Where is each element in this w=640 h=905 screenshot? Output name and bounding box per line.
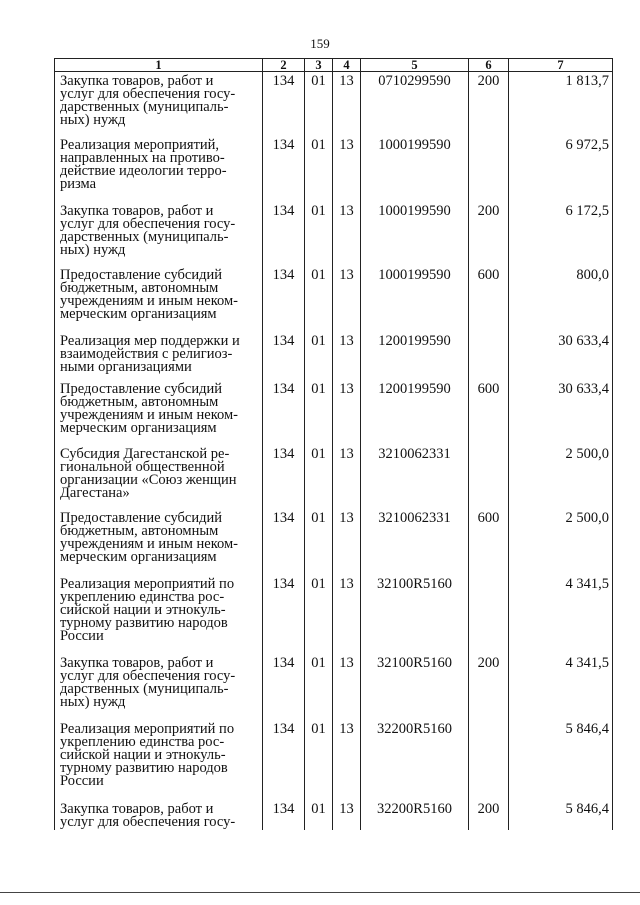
- row-subsection: 13: [333, 136, 361, 202]
- row-name-line: взаимодействия с религиоз-: [60, 345, 233, 362]
- row-expense-type: [469, 445, 509, 509]
- row-name-line: Реализация мер поддержки и: [60, 332, 240, 349]
- row-amount: 2 500,0: [509, 445, 613, 509]
- row-name: [55, 509, 263, 575]
- row-name-line: Субсидия Дагестанской ре-: [60, 445, 230, 462]
- row-gov-code: 134: [263, 72, 305, 136]
- row-subsection: 13: [333, 654, 361, 720]
- header-col-3: 3: [305, 59, 333, 72]
- row-name: [55, 654, 263, 720]
- row-name: [55, 266, 263, 332]
- row-name-line: услуг для обеспечения госу-: [60, 86, 236, 102]
- row-section: 01: [305, 800, 333, 830]
- row-subsection: 13: [333, 72, 361, 136]
- row-amount: 30 633,4: [509, 332, 613, 380]
- row-target-code: 1000199590: [361, 202, 469, 266]
- row-gov-code: 134: [263, 654, 305, 720]
- table-row: [55, 72, 613, 136]
- row-target-code: 32100R5160: [361, 575, 469, 654]
- row-expense-type: 200: [469, 72, 509, 136]
- row-name-line: ными организациями: [60, 358, 192, 375]
- row-name-line: ных) нужд: [60, 693, 126, 710]
- row-name-line: турному развитию народов: [60, 614, 228, 631]
- table-row: [55, 509, 613, 575]
- row-name: [55, 72, 263, 136]
- row-subsection: 13: [333, 720, 361, 800]
- row-subsection: 13: [333, 800, 361, 830]
- row-name: [55, 800, 263, 830]
- row-name: [55, 202, 263, 266]
- header-row: [55, 59, 613, 72]
- row-gov-code: 134: [263, 509, 305, 575]
- row-expense-type: 600: [469, 380, 509, 445]
- row-section: 01: [305, 380, 333, 445]
- row-target-code: 0710299590: [361, 72, 469, 136]
- row-expense-type: 600: [469, 509, 509, 575]
- row-expense-type: 200: [469, 202, 509, 266]
- row-subsection: 13: [333, 332, 361, 380]
- row-amount: 2 500,0: [509, 509, 613, 575]
- row-amount: 5 846,4: [509, 720, 613, 800]
- row-subsection: 13: [333, 380, 361, 445]
- row-name-line: бюджетным, автономным: [60, 279, 219, 296]
- page-number: 159: [310, 36, 330, 51]
- row-section: 01: [305, 575, 333, 654]
- row-name-line: Закупка товаров, работ и: [60, 800, 214, 817]
- row-name: [55, 380, 263, 445]
- row-amount: 6 172,5: [509, 202, 613, 266]
- row-section: 01: [305, 445, 333, 509]
- header-col-2: 2: [263, 59, 305, 72]
- budget-table: [54, 58, 613, 830]
- row-name-line: мерческим организациям: [60, 548, 217, 565]
- table-row: [55, 332, 613, 380]
- row-name-line: гиональной общественной: [60, 458, 225, 475]
- row-name: [55, 445, 263, 509]
- row-section: 01: [305, 720, 333, 800]
- row-expense-type: [469, 136, 509, 202]
- row-name-line: ных) нужд: [60, 241, 126, 258]
- table-row: [55, 445, 613, 509]
- row-name-line: услуг для обеспечения госу-: [60, 813, 236, 830]
- row-name-line: сийской нации и этнокуль-: [60, 746, 226, 763]
- row-expense-type: [469, 332, 509, 380]
- row-section: 01: [305, 266, 333, 332]
- row-name-line: дарственных (муниципаль-: [60, 99, 229, 115]
- row-target-code: 32200R5160: [361, 720, 469, 800]
- row-expense-type: [469, 720, 509, 800]
- table-row: [55, 720, 613, 800]
- row-expense-type: 200: [469, 800, 509, 830]
- row-section: 01: [305, 72, 333, 136]
- row-name: [55, 575, 263, 654]
- row-name-line: Предоставление субсидий: [60, 266, 223, 283]
- header-col-4: 4: [333, 59, 361, 72]
- row-subsection: 13: [333, 202, 361, 266]
- row-subsection: 13: [333, 445, 361, 509]
- row-subsection: 13: [333, 575, 361, 654]
- table-body: [55, 72, 613, 830]
- row-target-code: 32100R5160: [361, 654, 469, 720]
- row-subsection: 13: [333, 509, 361, 575]
- row-name-line: бюджетным, автономным: [60, 522, 219, 539]
- table-row: [55, 380, 613, 445]
- row-name-line: учреждениям и иным неком-: [60, 292, 238, 309]
- row-target-code: 1200199590: [361, 380, 469, 445]
- row-name: [55, 720, 263, 800]
- row-section: 01: [305, 654, 333, 720]
- row-target-code: 3210062331: [361, 445, 469, 509]
- row-name-line: мерческим организациям: [60, 419, 217, 436]
- row-target-code: 32200R5160: [361, 800, 469, 830]
- row-section: 01: [305, 509, 333, 575]
- row-amount: 800,0: [509, 266, 613, 332]
- row-name-line: Дагестана»: [60, 484, 130, 501]
- row-name-line: мерческим организациям: [60, 305, 217, 322]
- row-target-code: 1200199590: [361, 332, 469, 380]
- header-col-1: 1: [55, 59, 263, 72]
- row-name-line: учреждениям и иным неком-: [60, 406, 238, 423]
- row-gov-code: 134: [263, 266, 305, 332]
- row-name-line: России: [60, 627, 104, 644]
- row-gov-code: 134: [263, 380, 305, 445]
- row-gov-code: 134: [263, 445, 305, 509]
- row-gov-code: 134: [263, 575, 305, 654]
- row-amount: 4 341,5: [509, 575, 613, 654]
- row-amount: 6 972,5: [509, 136, 613, 202]
- row-name-line: Закупка товаров, работ и: [60, 202, 214, 219]
- row-section: 01: [305, 332, 333, 380]
- row-name-line: ных) нужд: [60, 112, 126, 128]
- table-row: [55, 202, 613, 266]
- bottom-rule: [0, 892, 640, 893]
- row-target-code: 1000199590: [361, 136, 469, 202]
- row-expense-type: [469, 575, 509, 654]
- row-section: 01: [305, 202, 333, 266]
- row-name-line: ризма: [60, 175, 97, 192]
- row-name-line: России: [60, 772, 104, 789]
- row-name-line: учреждениям и иным неком-: [60, 535, 238, 552]
- row-name-line: организации «Союз женщин: [60, 471, 237, 488]
- row-amount: 1 813,7: [509, 72, 613, 136]
- row-name-line: услуг для обеспечения госу-: [60, 667, 236, 684]
- row-name-line: действие идеологии терро-: [60, 162, 227, 179]
- row-name-line: Закупка товаров, работ и: [60, 654, 214, 671]
- row-name-line: укреплению единства рос-: [60, 733, 225, 750]
- row-name-line: Предоставление субсидий: [60, 509, 223, 526]
- table-row: [55, 136, 613, 202]
- row-name: [55, 332, 263, 380]
- header-col-7: 7: [509, 59, 613, 72]
- row-name-line: дарственных (муниципаль-: [60, 680, 229, 697]
- row-name-line: бюджетным, автономным: [60, 393, 219, 410]
- row-expense-type: 200: [469, 654, 509, 720]
- row-name-line: укреплению единства рос-: [60, 588, 225, 605]
- row-target-code: 3210062331: [361, 509, 469, 575]
- row-name-line: Реализация мероприятий по: [60, 720, 235, 737]
- row-name-line: турному развитию народов: [60, 759, 228, 776]
- row-amount: 30 633,4: [509, 380, 613, 445]
- row-gov-code: 134: [263, 800, 305, 830]
- header-col-5: 5: [361, 59, 469, 72]
- header-col-6: 6: [469, 59, 509, 72]
- table-row: [55, 654, 613, 720]
- row-name-line: Закупка товаров, работ и: [60, 73, 214, 89]
- row-gov-code: 134: [263, 720, 305, 800]
- row-name-line: сийской нации и этнокуль-: [60, 601, 226, 618]
- row-name-line: дарственных (муниципаль-: [60, 228, 229, 245]
- row-expense-type: 600: [469, 266, 509, 332]
- row-name-line: Реализация мероприятий по: [60, 575, 235, 592]
- row-amount: 4 341,5: [509, 654, 613, 720]
- table-row: [55, 575, 613, 654]
- table-row: [55, 800, 613, 830]
- row-name-line: направленных на противо-: [60, 149, 225, 166]
- row-section: 01: [305, 136, 333, 202]
- row-name: [55, 136, 263, 202]
- row-amount: 5 846,4: [509, 800, 613, 830]
- row-name-line: Реализация мероприятий,: [60, 136, 220, 153]
- row-name-line: Предоставление субсидий: [60, 380, 223, 397]
- row-subsection: 13: [333, 266, 361, 332]
- table-row: [55, 266, 613, 332]
- row-gov-code: 134: [263, 332, 305, 380]
- row-gov-code: 134: [263, 136, 305, 202]
- row-target-code: 1000199590: [361, 266, 469, 332]
- row-gov-code: 134: [263, 202, 305, 266]
- row-name-line: услуг для обеспечения госу-: [60, 215, 236, 232]
